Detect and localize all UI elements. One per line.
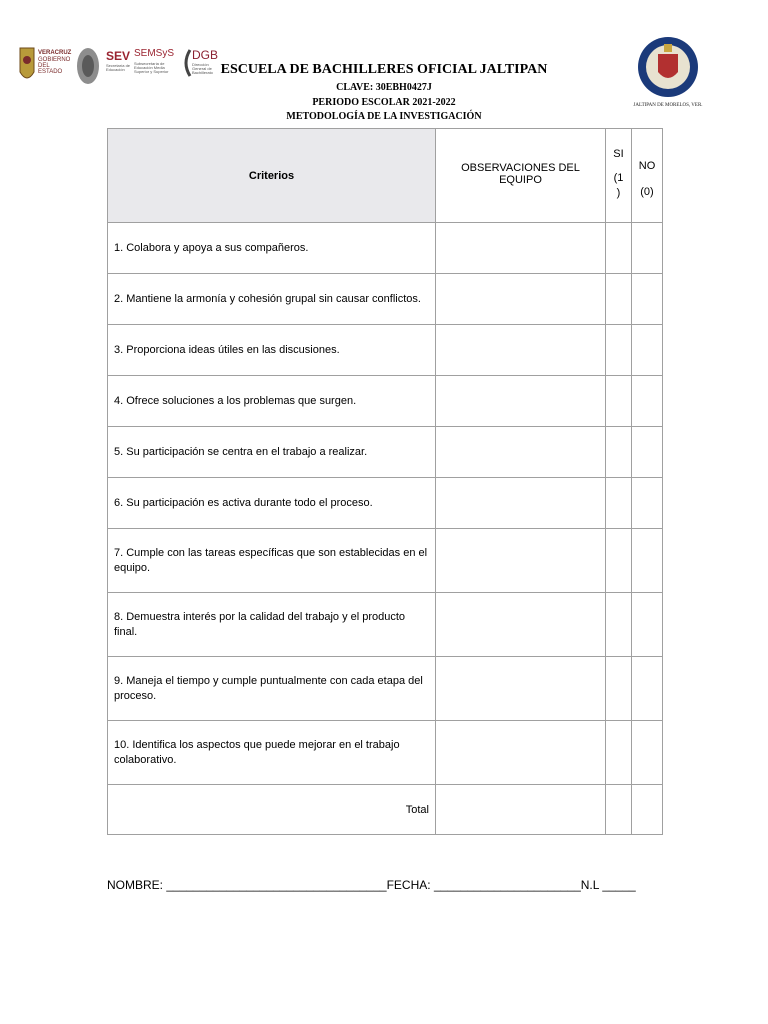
si-cell[interactable] — [606, 427, 632, 478]
si-cell[interactable] — [606, 274, 632, 325]
no-cell[interactable] — [632, 721, 663, 785]
nl-field[interactable]: _____ — [602, 878, 636, 892]
school-name: ESCUELA DE BACHILLERES OFICIAL JALTIPAN — [220, 62, 548, 77]
fecha-label: FECHA: — [386, 878, 434, 892]
observations-cell[interactable] — [436, 593, 606, 657]
header-observaciones: OBSERVACIONES DEL EQUIPO — [436, 129, 606, 223]
veracruz-shield-icon — [18, 44, 36, 86]
observations-cell[interactable] — [436, 274, 606, 325]
total-label: Total — [108, 785, 436, 835]
no-cell[interactable] — [632, 478, 663, 529]
criterion-text: 3. Proporciona ideas útiles en las discusiones. — [108, 325, 436, 376]
total-observations-cell[interactable] — [436, 785, 606, 835]
school-period: PERIODO ESCOLAR 2021-2022 — [312, 97, 456, 108]
subject-title: METODOLOGÍA DE LA INVESTIGACIÓN — [286, 111, 482, 122]
si-cell[interactable] — [606, 657, 632, 721]
no-cell[interactable] — [632, 274, 663, 325]
si-cell[interactable] — [606, 376, 632, 427]
si-cell[interactable] — [606, 721, 632, 785]
si-cell[interactable] — [606, 529, 632, 593]
header-si-value-a: (1 — [613, 172, 624, 185]
school-seal-icon — [630, 34, 706, 110]
nombre-field[interactable]: _________________________________ — [166, 878, 387, 892]
table-row — [108, 223, 663, 274]
dgb-logo-subtext: Dirección General de Bachillerato — [192, 62, 213, 75]
seal-caption: JALTIPAN DE MORELOS, VER. — [633, 103, 703, 108]
sev-logo-subtext: Secretaría de Educación — [106, 63, 131, 72]
header-si — [606, 129, 632, 223]
veracruz-logo-subtext: GOBIERNO DEL ESTADO — [38, 57, 71, 75]
semsys-logo-subtext: Subsecretaría de Educación Media Superior y Superior — [134, 61, 169, 74]
no-cell[interactable] — [632, 593, 663, 657]
si-cell[interactable] — [606, 478, 632, 529]
nombre-label: NOMBRE: — [107, 878, 167, 892]
observations-cell[interactable] — [436, 721, 606, 785]
evaluation-rubric-table — [107, 128, 663, 835]
criterion-text: 6. Su participación es activa durante todo el proceso. — [108, 478, 436, 529]
header-no-value: (0) — [640, 186, 654, 199]
school-code: CLAVE: 30EBH0427J — [336, 82, 432, 93]
observations-cell[interactable] — [436, 325, 606, 376]
header-no-label: NO — [638, 160, 656, 172]
criterion-text: 1. Colabora y apoya a sus compañeros. — [108, 223, 436, 274]
header-criterios: Criterios — [108, 129, 436, 223]
observations-cell[interactable] — [436, 427, 606, 478]
si-cell[interactable] — [606, 593, 632, 657]
total-row — [108, 785, 663, 835]
si-cell[interactable] — [606, 325, 632, 376]
observations-cell[interactable] — [436, 376, 606, 427]
dgb-emblem-icon — [180, 48, 192, 78]
institution-logos — [16, 42, 219, 92]
fecha-field[interactable]: ______________________ — [433, 878, 581, 892]
sev-logo: SEV — [106, 49, 131, 63]
table-row — [108, 274, 663, 325]
eagle-seal-icon — [74, 44, 102, 88]
observations-cell[interactable] — [436, 657, 606, 721]
no-cell[interactable] — [632, 376, 663, 427]
si-cell[interactable] — [606, 223, 632, 274]
criterion-text: 5. Su participación se centra en el trabajo a realizar. — [108, 427, 436, 478]
no-cell[interactable] — [632, 325, 663, 376]
veracruz-logo-text: VERACRUZ — [38, 50, 72, 56]
table-row — [108, 427, 663, 478]
criterion-text: 8. Demuestra interés por la calidad del trabajo y el producto final. — [108, 593, 436, 657]
criterion-text: 4. Ofrece soluciones a los problemas que surgen. — [108, 376, 436, 427]
table-row — [108, 376, 663, 427]
header-si-value-b: ) — [616, 186, 621, 199]
criterion-text: 7. Cumple con las tareas específicas que son establecidas en el equipo. — [108, 529, 436, 593]
table-row — [108, 325, 663, 376]
header-no — [632, 129, 663, 223]
student-info-line — [107, 878, 636, 892]
no-cell[interactable] — [632, 529, 663, 593]
no-cell[interactable] — [632, 223, 663, 274]
table-row — [108, 657, 663, 721]
criterion-text: 2. Mantiene la armonía y cohesión grupal sin causar conflictos. — [108, 274, 436, 325]
table-row — [108, 593, 663, 657]
no-cell[interactable] — [632, 427, 663, 478]
semsys-logo: SEMSyS — [134, 48, 175, 59]
table-row — [108, 721, 663, 785]
nl-label: N.L — [580, 878, 603, 892]
dgb-logo: DGB — [192, 48, 219, 62]
header-si-label: SI — [613, 148, 624, 160]
criterion-text: 9. Maneja el tiempo y cumple puntualmente con cada etapa del proceso. — [108, 657, 436, 721]
total-si-cell[interactable] — [606, 785, 632, 835]
total-no-cell[interactable] — [632, 785, 663, 835]
table-row — [108, 529, 663, 593]
observations-cell[interactable] — [436, 478, 606, 529]
criterion-text: 10. Identifica los aspectos que puede mejorar en el trabajo colaborativo. — [108, 721, 436, 785]
no-cell[interactable] — [632, 657, 663, 721]
table-header-row — [108, 129, 663, 223]
observations-cell[interactable] — [436, 223, 606, 274]
observations-cell[interactable] — [436, 529, 606, 593]
table-row — [108, 478, 663, 529]
